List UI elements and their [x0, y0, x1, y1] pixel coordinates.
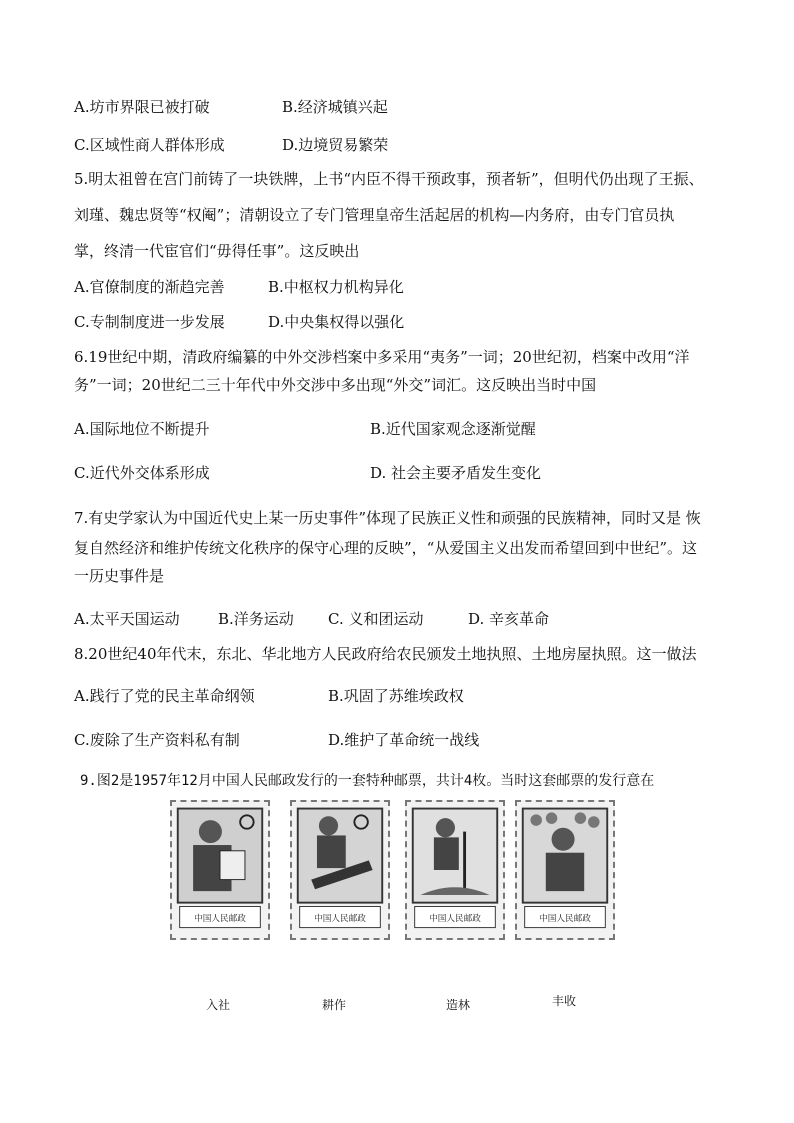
q7-option-c: C. 义和团运动: [328, 610, 424, 628]
q6-option-d: D. 社会主要矛盾发生变化: [370, 464, 542, 482]
q6-option-b: B.近代国家观念逐渐觉醒: [370, 420, 536, 438]
q8-option-b: B.巩固了苏维埃政权: [328, 687, 464, 705]
stamp-label: 中国人民邮政: [429, 913, 481, 924]
q4-option-c: C.区域性商人群体形成: [74, 136, 225, 154]
q5-option-c: C.专制制度进一步发展: [74, 313, 225, 331]
q6-stem-line-1: 6.19世纪中期，清政府编纂的中外交涉档案中多采用“夷务”一词；20世纪初，档案中改用“洋: [74, 348, 690, 366]
stamp-label: 中国人民邮政: [539, 913, 591, 924]
q5-option-a: A.官僚制度的渐趋完善: [74, 278, 225, 296]
stamp-set-figure: [160, 800, 620, 950]
q5-stem-line-1: 5.明太祖曾在宫门前铸了一块铁牌，上书“内臣不得干预政事，预者斩”，但明代仍出现了王振、: [74, 170, 704, 188]
stamp-caption-2: 耕作: [322, 998, 347, 1012]
stamp-feng-shou: [515, 800, 615, 940]
farmer-reading-illustration: [172, 802, 268, 938]
stamp-geng-zuo: [290, 800, 390, 940]
q6-option-a: A.国际地位不断提升: [74, 420, 210, 438]
q4-option-a: A.坊市界限已被打破: [74, 98, 210, 116]
q5-option-d: D.中央集权得以强化: [268, 313, 405, 331]
stamp-zao-lin: [405, 800, 505, 940]
q4-option-d: D.边境贸易繁荣: [282, 136, 389, 154]
q4-option-b: B.经济城镇兴起: [282, 98, 388, 116]
harvest-illustration: [517, 802, 613, 938]
q8-option-d: D.维护了革命统一战线: [328, 731, 480, 749]
stamp-caption-3: 造林: [446, 998, 471, 1012]
q7-stem-line-3: 一历史事件是: [74, 567, 165, 585]
stamp-caption-1: 入社: [206, 998, 231, 1012]
stamp-label: 中国人民邮政: [194, 913, 246, 924]
q8-option-a: A.践行了党的民主革命纲领: [74, 687, 255, 705]
q9-stem-line-1: 9.图2是1957年12月中国人民邮政发行的一套特种邮票，共计4枚。当时这套邮票的发行意在: [80, 773, 655, 789]
q8-stem-line-1: 8.20世纪40年代末，东北、华北地方人民政府给农民颁发土地执照、土地房屋执照。这一做法: [74, 645, 697, 663]
stamp-caption-4: 丰收: [552, 994, 577, 1008]
stamp-label: 中国人民邮政: [314, 913, 366, 924]
q8-option-c: C.废除了生产资料私有制: [74, 731, 240, 749]
q7-option-a: A.太平天国运动: [74, 610, 180, 628]
q7-option-b: B.洋务运动: [218, 610, 294, 628]
farmer-plowing-illustration: [292, 802, 388, 938]
stamp-ru-she: [170, 800, 270, 940]
q5-stem-line-3: 掌，终清一代宦官们“毋得任事”。这反映出: [74, 242, 360, 260]
q7-option-d: D. 辛亥革命: [468, 610, 550, 628]
q5-stem-line-2: 刘瑾、魏忠贤等“权阉”；清朝设立了专门管理皇帝生活起居的机构—内务府，由专门官员执: [74, 206, 675, 224]
planting-trees-illustration: [407, 802, 503, 938]
q6-stem-line-2: 务”一词；20世纪二三十年代中外交涉中多出现“外交”词汇。这反映出当时中国: [74, 376, 597, 394]
q7-stem-line-1: 7.有史学家认为中国近代史上某一历史事件”体现了民族正义性和顽强的民族精神，同时又是 恢: [74, 509, 701, 527]
q5-option-b: B.中枢权力机构异化: [268, 278, 404, 296]
q6-option-c: C.近代外交体系形成: [74, 464, 210, 482]
q7-stem-line-2: 复自然经济和维护传统文化秩序的保守心理的反映”，“从爱国主义出发而希望回到中世纪”。这: [74, 539, 698, 557]
